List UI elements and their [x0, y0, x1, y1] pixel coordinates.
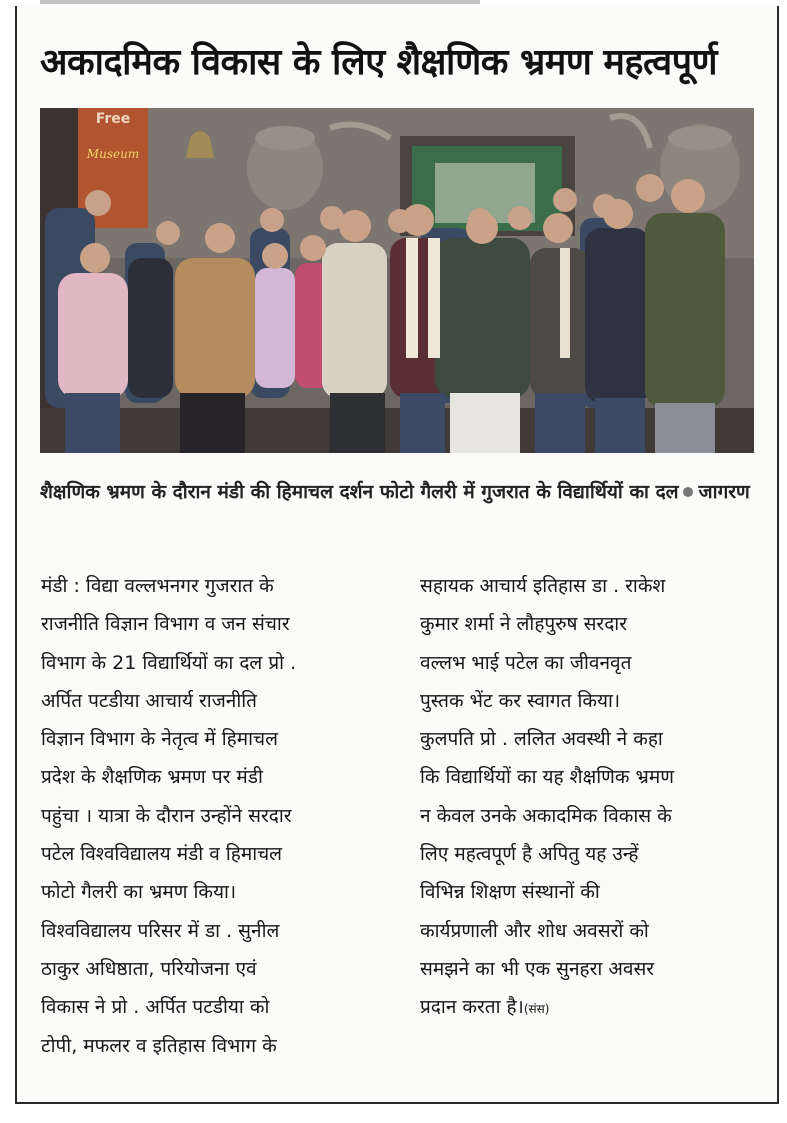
body-right-text [420, 567, 760, 1029]
previous-article-edge [40, 0, 480, 4]
group-photo-illustration [40, 108, 754, 453]
body-right-tag: (संस) [523, 1002, 550, 1017]
credit-bullet-icon [683, 487, 693, 497]
sign-bottom-text: Museum [86, 147, 140, 161]
group-photo [40, 108, 754, 453]
article-body-column-right [420, 567, 760, 1029]
photo-credit: जागरण [698, 481, 750, 503]
body-right-main: सहायक आचार्य इतिहास डा . राकेश कुमार शर्मा ने लौहपुरुष सरदार वल्लभ भाई पटेल का जीवनवृत पुस्तक भेंट कर स्वागत किया। कुलपति प्रो . ललित अवस्थी ने कहा कि विद्यार्थियों का यह शैक्षणिक भ्रमण न केवल उनके अकादमिक विकास के लिए महत्वपूर्ण है अपितु यह उन्हें विभिन्न शिक्षण संस्थानों की कार्यप्रणाली और शोध अवसरों को समझने का भी एक सुनहरा अवसर प्रदान करता है। [420, 575, 674, 1019]
caption-text: शैक्षणिक भ्रमण के दौरान मंडी की हिमाचल दर्शन फोटो गैलरी में गुजरात के विद्यार्थियों का दल [40, 481, 679, 503]
sign-top-text: Free [95, 111, 131, 127]
article-body-column-left [41, 567, 381, 1065]
body-left-text: मंडी : विद्या वल्लभनगर गुजरात के राजनीति विज्ञान विभाग व जन संचार विभाग के 21 विद्यार्थियों का दल प्रो . अर्पित पटडीया आचार्य राजनीति विज्ञान विभाग के नेतृत्व में हिमाचल प्रदेश के शैक्षणिक भ्रमण पर मंडी पहुंचा । यात्रा के दौरान उन्होंने सरदार पटेल विश्वविद्यालय मंडी व हिमाचल फोटो गैलरी का भ्रमण किया। विश्वविद्यालय परिसर में डा . सुनील ठाकुर अधिष्ठाता, परियोजना एवं विकास ने प्रो . अर्पित पटडीया को टोपी, मफलर व इतिहास विभाग के [41, 575, 297, 1057]
photo-caption [40, 474, 754, 510]
article-headline: अकादमिक विकास के लिए शैक्षणिक भ्रमण महत्वपूर्ण [40, 42, 718, 83]
